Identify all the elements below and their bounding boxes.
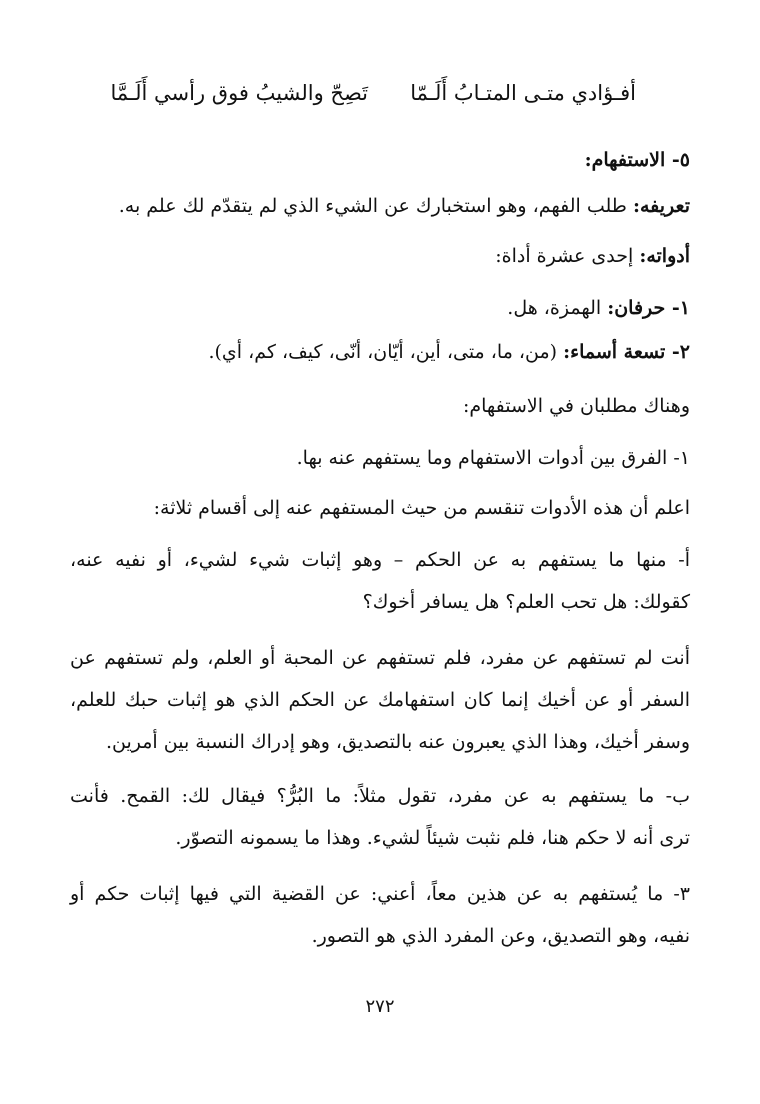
topic-one: ١- الفرق بين أدوات الاستفهام وما يستفهم عنه بها. bbox=[296, 447, 690, 469]
tool-item bbox=[507, 296, 690, 321]
paragraph-3-line: ٣- ما يُستفهم به عن هذين معاً، أعني: عن القضية التي فيها إثبات حكم أو bbox=[70, 883, 690, 905]
tool-item-text: الهمزة، هل. bbox=[507, 297, 602, 319]
tool-item-text: (من، ما، متى، أين، أيّان، أنّى، كيف، كم، أي). bbox=[208, 341, 558, 363]
paragraph-3-line: نفيه، وهو التصديق، وعن المفرد الذي هو التصور. bbox=[311, 925, 690, 947]
explanation-line: السفر أو عن أخيك إنما كان استفهامك عن الحكم الذي هو إثبات حبك للعلم، bbox=[70, 689, 690, 711]
tool-item bbox=[208, 340, 690, 365]
tool-item-label: ٢- تسعة أسماء: bbox=[563, 341, 690, 363]
topics-intro: وهناك مطلبان في الاستفهام: bbox=[462, 395, 690, 417]
tools-label: أدواته: bbox=[639, 245, 690, 267]
tools-line bbox=[495, 244, 690, 269]
paragraph-b-line: ترى أنه لا حكم هنا، فلم نثبت شيئاً لشيء. وهذا ما يسمونه التصوّر. bbox=[175, 827, 690, 849]
verse-first-hemistich: أفـؤادي متـى المتـابُ أَلَـمّا bbox=[410, 81, 636, 105]
tools-text: إحدى عشرة أداة: bbox=[495, 245, 634, 267]
section-heading: ٥- الاستفهام: bbox=[584, 149, 690, 171]
explanation-line: وسفر أخيك، وهذا الذي يعبرون عنه بالتصديق، وهو إدراك النسبة بين أمرين. bbox=[105, 731, 690, 753]
paragraph-a-line: كقولك: هل تحب العلم؟ هل يسافر أخوك؟ bbox=[362, 591, 690, 613]
page-number: ٢٧٢ bbox=[365, 996, 395, 1017]
paragraph-a-line: أ- منها ما يستفهم به عن الحكم – وهو إثبات شيء لشيء، أو نفيه عنه، bbox=[70, 549, 690, 571]
explanation-line: أنت لم تستفهم عن مفرد، فلم تستفهم عن المحبة أو العلم، ولم تستفهم عن bbox=[70, 647, 690, 669]
paragraph-b-line: ب- ما يستفهم به عن مفرد، تقول مثلاً: ما البُرُّ؟ فيقال لك: القمح. فأنت bbox=[70, 785, 690, 807]
definition-label: تعريفه: bbox=[632, 195, 690, 217]
tool-item-label: ١- حرفان: bbox=[607, 297, 690, 319]
verse-second-hemistich: تَصِحّ والشيبُ فوق رأسي أَلَـمَّا bbox=[110, 81, 368, 105]
definition-text: طلب الفهم، وهو استخبارك عن الشيء الذي لم يتقدّم لك علم به. bbox=[118, 195, 627, 217]
division-intro: اعلم أن هذه الأدوات تنقسم من حيث المستفهم عنه إلى أقسام ثلاثة: bbox=[153, 497, 690, 519]
definition-line bbox=[119, 194, 690, 219]
